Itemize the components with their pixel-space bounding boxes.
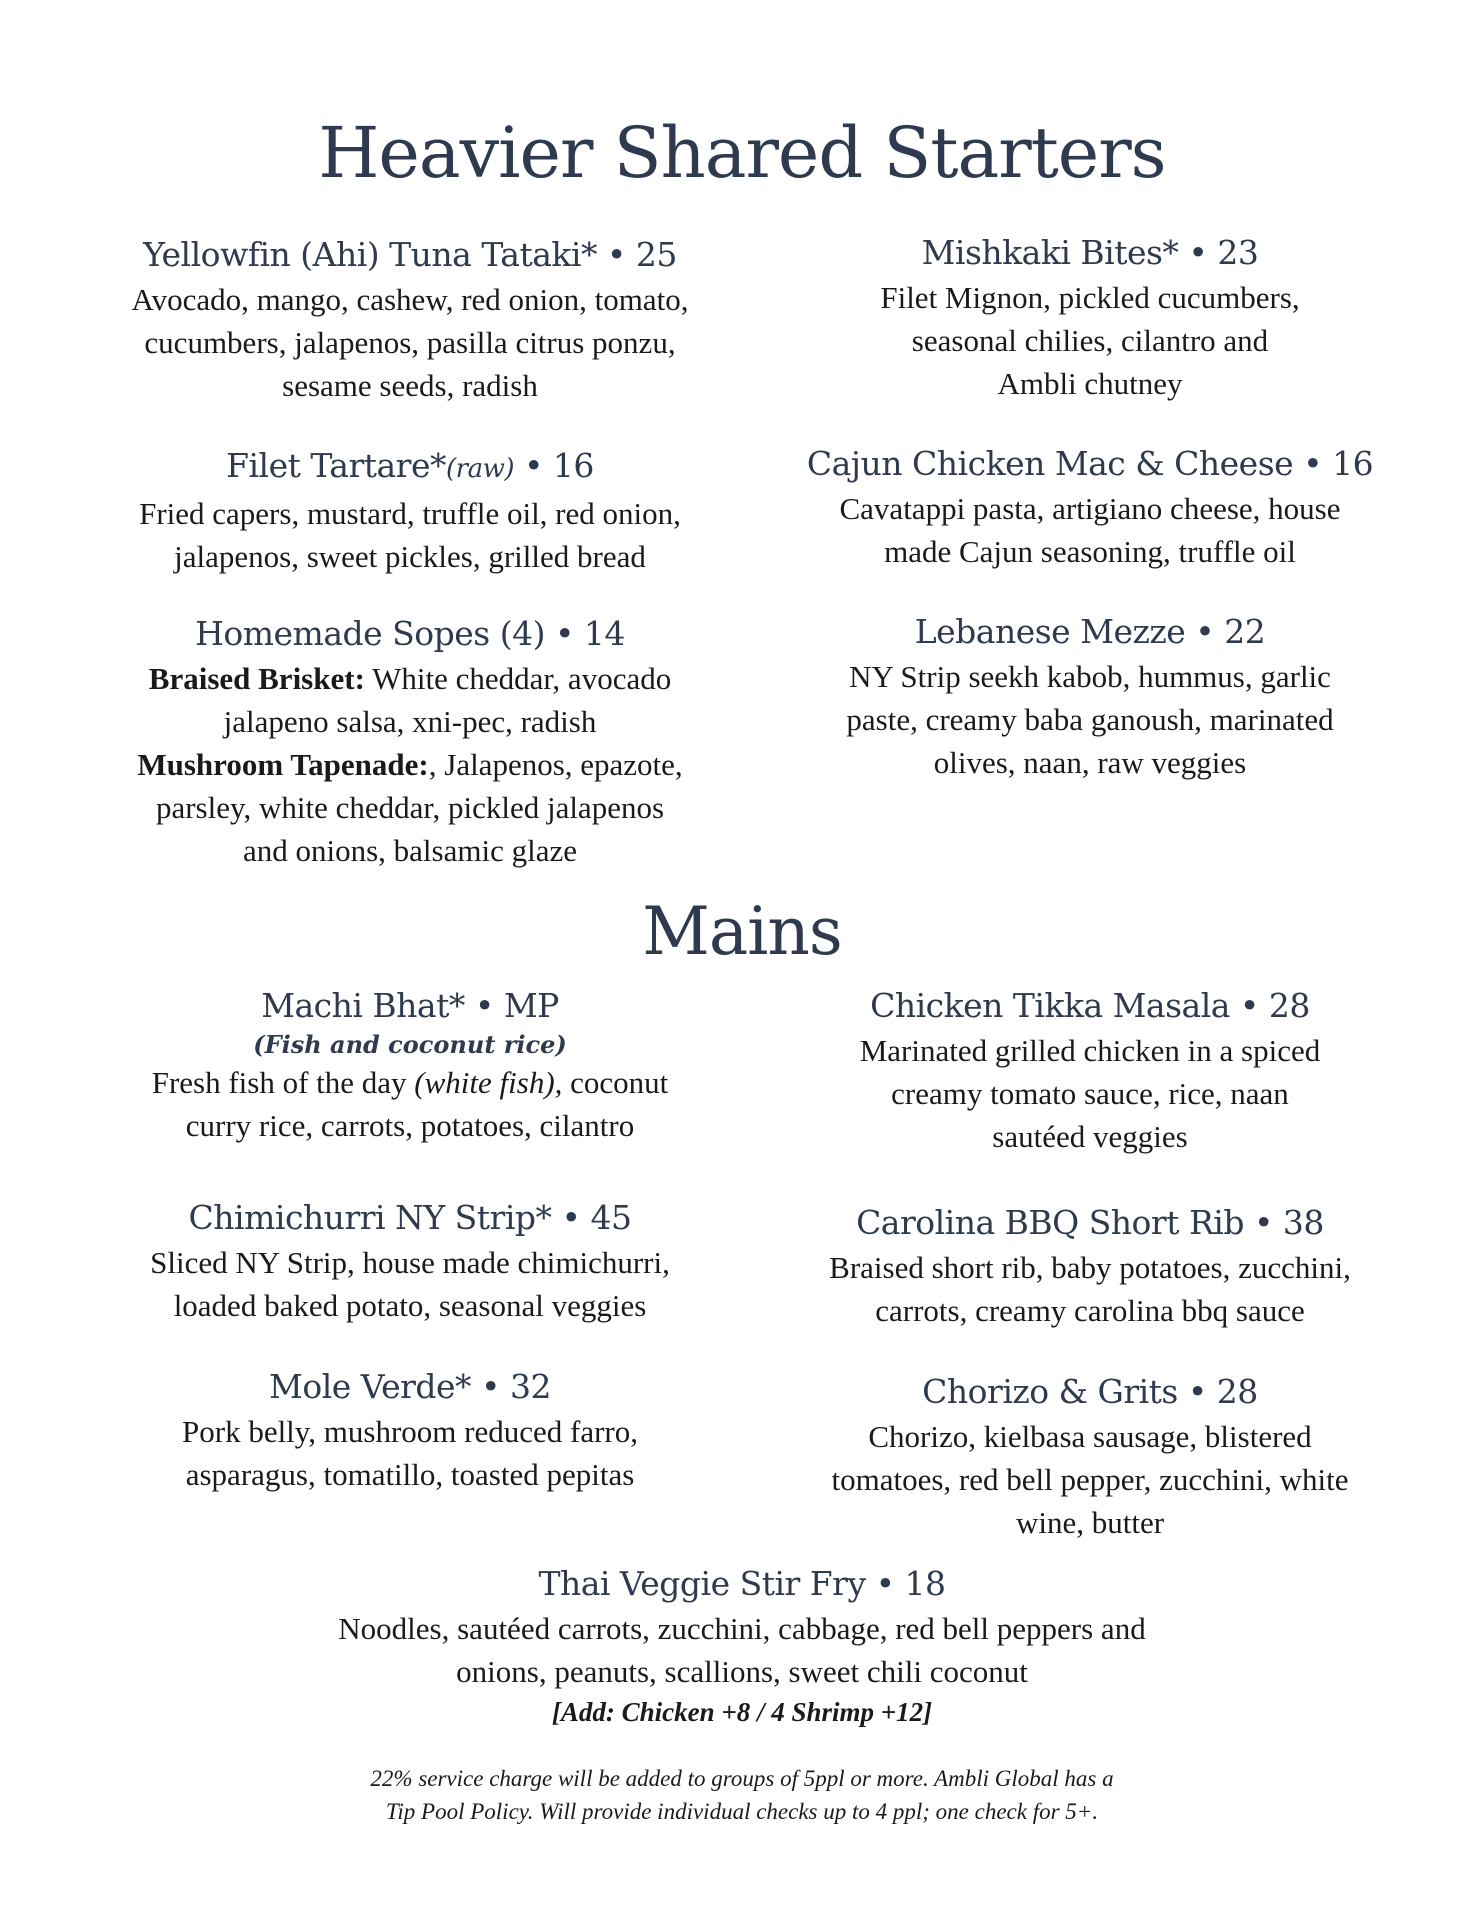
item-name: Lebanese Mezze • 22 xyxy=(914,612,1266,651)
menu-item-chimichurri-ny-strip xyxy=(60,1195,760,1327)
item-name: Mole Verde* • 32 xyxy=(269,1367,551,1406)
item-desc-line: olives, naan, raw veggies xyxy=(933,745,1247,780)
item-desc-line: Ambli chutney xyxy=(997,366,1183,401)
item-desc-line: asparagus, tomatillo, toasted pepitas xyxy=(185,1457,635,1492)
starters-heading: Heavier Shared Starters xyxy=(318,112,1166,194)
item-desc-line: Pork belly, mushroom reduced farro, xyxy=(182,1414,638,1449)
item-note: (Fish and coconut rice) xyxy=(253,1030,567,1059)
mains-heading: Mains xyxy=(642,893,842,970)
item-name: Yellowfin (Ahi) Tuna Tataki* • 25 xyxy=(143,235,677,274)
menu-item-mishkaki-bites xyxy=(750,230,1430,405)
item-desc-line: paste, creamy baba ganoush, marinated xyxy=(846,702,1334,737)
item-desc-line: curry rice, carrots, potatoes, cilantro xyxy=(185,1108,635,1143)
item-desc-line: Filet Mignon, pickled cucumbers, xyxy=(880,280,1300,315)
item-name: Mishkaki Bites* • 23 xyxy=(921,233,1259,272)
service-charge-note xyxy=(0,1762,1484,1828)
item-desc-line: sesame seeds, radish xyxy=(282,368,538,403)
item-desc-line: Marinated grilled chicken in a spiced xyxy=(859,1033,1321,1068)
item-name: Thai Veggie Stir Fry • 18 xyxy=(538,1564,946,1603)
item-name: Filet Tartare*(raw) • 16 xyxy=(226,446,594,485)
item-desc-line: tomatoes, red bell pepper, zucchini, white xyxy=(831,1462,1349,1497)
item-desc-line: seasonal chilies, cilantro and xyxy=(911,323,1269,358)
item-desc-line: Fried capers, mustard, truffle oil, red onion, xyxy=(139,496,681,531)
item-desc-line: creamy tomato sauce, rice, naan xyxy=(891,1076,1289,1111)
menu-item-thai-veggie-stir-fry xyxy=(142,1561,1342,1731)
item-desc-line: Mushroom Tapenade:, Jalapenos, epazote, xyxy=(137,747,683,782)
item-desc-line: NY Strip seekh kabob, hummus, garlic xyxy=(849,659,1331,694)
item-desc-line: Fresh fish of the day (white fish), coconut xyxy=(151,1065,669,1100)
item-desc-line: carrots, creamy carolina bbq sauce xyxy=(875,1293,1305,1328)
item-desc-line: Sliced NY Strip, house made chimichurri, xyxy=(150,1245,670,1280)
item-desc-line: cucumbers, jalapenos, pasilla citrus ponzu, xyxy=(144,325,676,360)
item-desc-line: and onions, balsamic glaze xyxy=(242,833,577,868)
item-desc-line: parsley, white cheddar, pickled jalapenos xyxy=(155,790,665,825)
item-name: Cajun Chicken Mac & Cheese • 16 xyxy=(806,444,1374,483)
item-desc-line: Braised Brisket: White cheddar, avocado xyxy=(148,661,672,696)
item-desc-line: Braised short rib, baby potatoes, zucchini, xyxy=(829,1250,1351,1285)
item-desc-line: jalapenos, sweet pickles, grilled bread xyxy=(174,539,646,574)
item-name: Chicken Tikka Masala • 28 xyxy=(870,986,1310,1025)
item-desc-line: Chorizo, kielbasa sausage, blistered xyxy=(868,1419,1312,1454)
item-desc-line: sautéed veggies xyxy=(992,1119,1188,1154)
item-desc-line: loaded baked potato, seasonal veggies xyxy=(173,1288,647,1323)
item-name: Chorizo & Grits • 28 xyxy=(922,1372,1258,1411)
footer-line: Tip Pool Policy. Will provide individual checks up to 4 ppl; one check for 5+. xyxy=(385,1799,1099,1824)
item-desc-line: jalapeno salsa, xni-pec, radish xyxy=(223,704,597,739)
item-name: Homemade Sopes (4) • 14 xyxy=(195,614,625,653)
item-addon: [Add: Chicken +8 / 4 Shrimp +12] xyxy=(551,1697,933,1727)
item-desc-line: Noodles, sautéed carrots, zucchini, cabbage, red bell peppers and xyxy=(338,1611,1146,1646)
menu-item-mole-verde xyxy=(60,1364,760,1496)
item-desc-line: made Cajun seasoning, truffle oil xyxy=(884,534,1296,569)
item-name: Chimichurri NY Strip* • 45 xyxy=(188,1198,632,1237)
menu-item-carolina-bbq-short-rib xyxy=(750,1200,1430,1332)
item-desc-line: wine, butter xyxy=(1015,1505,1165,1540)
item-name: Machi Bhat* • MP xyxy=(261,986,559,1025)
menu-item-tuna-tataki xyxy=(60,232,760,407)
item-desc-line: Cavatappi pasta, artigiano cheese, house xyxy=(839,491,1341,526)
item-desc-line: Avocado, mango, cashew, red onion, tomato, xyxy=(131,282,689,317)
menu-item-lebanese-mezze xyxy=(750,609,1430,784)
menu-item-chicken-tikka-masala xyxy=(750,983,1430,1158)
menu-item-cajun-mac-cheese xyxy=(750,441,1430,573)
menu-item-chorizo-grits xyxy=(750,1369,1430,1544)
menu-item-machi-bhat xyxy=(60,983,760,1147)
footer-line: 22% service charge will be added to groups of 5ppl or more. Ambli Global has a xyxy=(370,1766,1114,1791)
item-name: Carolina BBQ Short Rib • 38 xyxy=(856,1203,1324,1242)
menu-item-homemade-sopes xyxy=(60,611,760,872)
menu-item-filet-tartare xyxy=(60,443,760,578)
item-desc-line: onions, peanuts, scallions, sweet chili coconut xyxy=(456,1654,1028,1689)
